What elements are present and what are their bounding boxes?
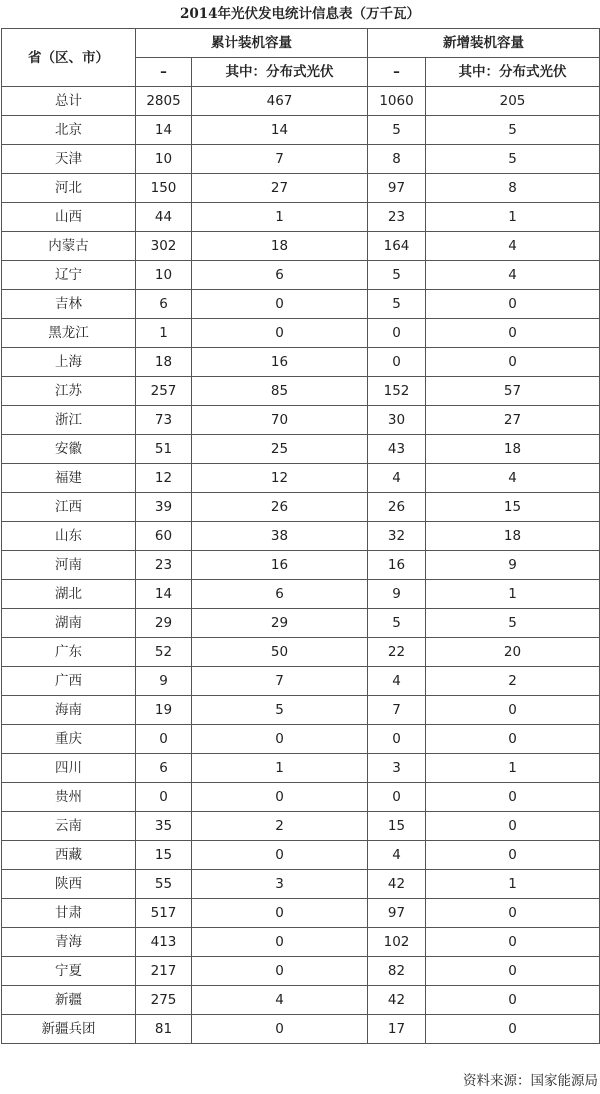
cumulative-distributed-cell: 85 <box>192 377 368 406</box>
cumulative-distributed-cell: 0 <box>192 957 368 986</box>
region-cell: 河南 <box>2 551 136 580</box>
table-row <box>2 609 600 638</box>
region-cell: 上海 <box>2 348 136 377</box>
new-distributed-cell: 1 <box>426 580 600 609</box>
cumulative-total-cell: 14 <box>136 116 192 145</box>
new-total-cell: 5 <box>368 116 426 145</box>
new-total-cell: 102 <box>368 928 426 957</box>
new-distributed-cell: 4 <box>426 261 600 290</box>
table-row <box>2 957 600 986</box>
new-distributed-cell: 0 <box>426 696 600 725</box>
new-total-cell: 4 <box>368 841 426 870</box>
region-cell: 宁夏 <box>2 957 136 986</box>
cumulative-total-cell: 23 <box>136 551 192 580</box>
region-cell: 江苏 <box>2 377 136 406</box>
table-row <box>2 899 600 928</box>
new-total-cell: 0 <box>368 783 426 812</box>
region-cell: 广西 <box>2 667 136 696</box>
cumulative-total-cell: 0 <box>136 783 192 812</box>
cumulative-total-cell: 55 <box>136 870 192 899</box>
region-cell: 安徽 <box>2 435 136 464</box>
region-cell: 河北 <box>2 174 136 203</box>
region-cell: 陕西 <box>2 870 136 899</box>
cumulative-total-cell: 29 <box>136 609 192 638</box>
table-row <box>2 493 600 522</box>
new-distributed-cell: 15 <box>426 493 600 522</box>
new-distributed-subheader: 其中：分布式光伏 <box>426 58 600 87</box>
new-distributed-cell: 0 <box>426 290 600 319</box>
cumulative-distributed-cell: 6 <box>192 261 368 290</box>
table-row <box>2 319 600 348</box>
region-cell: 西藏 <box>2 841 136 870</box>
cumulative-total-cell: 2805 <box>136 87 192 116</box>
cumulative-total-cell: 51 <box>136 435 192 464</box>
region-cell: 四川 <box>2 754 136 783</box>
region-cell: 黑龙江 <box>2 319 136 348</box>
table-row <box>2 754 600 783</box>
cumulative-distributed-cell: 50 <box>192 638 368 667</box>
region-cell: 北京 <box>2 116 136 145</box>
cumulative-total-cell: 302 <box>136 232 192 261</box>
region-cell: 甘肃 <box>2 899 136 928</box>
table-row <box>2 145 600 174</box>
cumulative-distributed-cell: 0 <box>192 290 368 319</box>
cumulative-total-cell: 257 <box>136 377 192 406</box>
new-distributed-cell: 0 <box>426 1015 600 1044</box>
cumulative-distributed-cell: 0 <box>192 1015 368 1044</box>
new-distributed-cell: 18 <box>426 522 600 551</box>
table-row <box>2 812 600 841</box>
new-total-cell: 5 <box>368 290 426 319</box>
new-distributed-cell: 20 <box>426 638 600 667</box>
new-total-cell: 0 <box>368 319 426 348</box>
table-row <box>2 638 600 667</box>
new-total-cell: 82 <box>368 957 426 986</box>
region-cell: 内蒙古 <box>2 232 136 261</box>
cumulative-total-cell: 35 <box>136 812 192 841</box>
new-total-cell: 164 <box>368 232 426 261</box>
new-distributed-cell: 8 <box>426 174 600 203</box>
cumulative-distributed-cell: 0 <box>192 899 368 928</box>
cumulative-distributed-cell: 7 <box>192 667 368 696</box>
new-total-cell: 26 <box>368 493 426 522</box>
cumulative-distributed-cell: 0 <box>192 725 368 754</box>
cumulative-distributed-cell: 0 <box>192 319 368 348</box>
table-row <box>2 841 600 870</box>
new-distributed-cell: 205 <box>426 87 600 116</box>
table-row <box>2 232 600 261</box>
table-row <box>2 870 600 899</box>
new-distributed-cell: 0 <box>426 812 600 841</box>
region-cell: 福建 <box>2 464 136 493</box>
cumulative-total-cell: 14 <box>136 580 192 609</box>
new-distributed-cell: 1 <box>426 870 600 899</box>
cumulative-distributed-cell: 1 <box>192 754 368 783</box>
new-distributed-cell: 9 <box>426 551 600 580</box>
new-distributed-cell: 18 <box>426 435 600 464</box>
table-row <box>2 1015 600 1044</box>
new-total-subheader: – <box>368 58 426 87</box>
cumulative-distributed-cell: 0 <box>192 783 368 812</box>
cumulative-total-cell: 10 <box>136 261 192 290</box>
cumulative-total-cell: 6 <box>136 754 192 783</box>
new-total-cell: 152 <box>368 377 426 406</box>
cumulative-total-cell: 81 <box>136 1015 192 1044</box>
region-cell: 天津 <box>2 145 136 174</box>
new-total-cell: 32 <box>368 522 426 551</box>
cumulative-total-cell: 60 <box>136 522 192 551</box>
table-row <box>2 290 600 319</box>
new-distributed-cell: 27 <box>426 406 600 435</box>
table-row <box>2 522 600 551</box>
region-cell: 山西 <box>2 203 136 232</box>
new-total-cell: 9 <box>368 580 426 609</box>
cumulative-distributed-cell: 6 <box>192 580 368 609</box>
new-distributed-cell: 0 <box>426 928 600 957</box>
new-total-cell: 5 <box>368 261 426 290</box>
table-row <box>2 116 600 145</box>
cumulative-total-cell: 52 <box>136 638 192 667</box>
region-cell: 海南 <box>2 696 136 725</box>
cumulative-total-cell: 9 <box>136 667 192 696</box>
new-total-cell: 43 <box>368 435 426 464</box>
cumulative-distributed-cell: 14 <box>192 116 368 145</box>
cumulative-distributed-cell: 16 <box>192 551 368 580</box>
new-distributed-cell: 0 <box>426 725 600 754</box>
new-total-cell: 3 <box>368 754 426 783</box>
cumulative-distributed-cell: 4 <box>192 986 368 1015</box>
cumulative-total-cell: 44 <box>136 203 192 232</box>
cumulative-total-cell: 73 <box>136 406 192 435</box>
new-distributed-cell: 5 <box>426 116 600 145</box>
new-total-cell: 5 <box>368 609 426 638</box>
cumulative-distributed-cell: 26 <box>192 493 368 522</box>
new-distributed-cell: 4 <box>426 464 600 493</box>
table-row <box>2 406 600 435</box>
region-cell: 总计 <box>2 87 136 116</box>
table-title: 2014年光伏发电统计信息表（万千瓦） <box>179 6 421 22</box>
new-distributed-cell: 0 <box>426 783 600 812</box>
cumulative-distributed-cell: 16 <box>192 348 368 377</box>
cumulative-total-subheader: – <box>136 58 192 87</box>
new-distributed-cell: 2 <box>426 667 600 696</box>
new-distributed-cell: 0 <box>426 319 600 348</box>
table-row <box>2 203 600 232</box>
new-total-cell: 1060 <box>368 87 426 116</box>
region-cell: 新疆兵团 <box>2 1015 136 1044</box>
table-row <box>2 435 600 464</box>
table-row <box>2 580 600 609</box>
cumulative-distributed-cell: 25 <box>192 435 368 464</box>
table-row <box>2 377 600 406</box>
cumulative-distributed-cell: 0 <box>192 928 368 957</box>
region-cell: 辽宁 <box>2 261 136 290</box>
new-distributed-cell: 0 <box>426 986 600 1015</box>
new-total-cell: 42 <box>368 870 426 899</box>
table-row <box>2 696 600 725</box>
cumulative-total-cell: 1 <box>136 319 192 348</box>
new-total-cell: 16 <box>368 551 426 580</box>
new-capacity-header: 新增装机容量 <box>368 29 600 58</box>
region-cell: 山东 <box>2 522 136 551</box>
cumulative-total-cell: 517 <box>136 899 192 928</box>
table-row <box>2 464 600 493</box>
cumulative-total-cell: 6 <box>136 290 192 319</box>
new-total-cell: 0 <box>368 348 426 377</box>
cumulative-total-cell: 0 <box>136 725 192 754</box>
cumulative-distributed-cell: 0 <box>192 841 368 870</box>
table-row <box>2 551 600 580</box>
region-cell: 贵州 <box>2 783 136 812</box>
new-distributed-cell: 0 <box>426 841 600 870</box>
region-cell: 湖北 <box>2 580 136 609</box>
new-total-cell: 0 <box>368 725 426 754</box>
table-row <box>2 261 600 290</box>
cumulative-distributed-cell: 12 <box>192 464 368 493</box>
new-total-cell: 30 <box>368 406 426 435</box>
region-cell: 重庆 <box>2 725 136 754</box>
table-body <box>2 87 600 1044</box>
cumulative-distributed-cell: 38 <box>192 522 368 551</box>
new-distributed-cell: 0 <box>426 957 600 986</box>
region-cell: 广东 <box>2 638 136 667</box>
cumulative-distributed-cell: 1 <box>192 203 368 232</box>
statistics-table <box>1 28 600 1044</box>
region-cell: 吉林 <box>2 290 136 319</box>
region-cell: 湖南 <box>2 609 136 638</box>
cumulative-distributed-cell: 27 <box>192 174 368 203</box>
region-cell: 云南 <box>2 812 136 841</box>
new-total-cell: 42 <box>368 986 426 1015</box>
new-distributed-cell: 1 <box>426 203 600 232</box>
cumulative-total-cell: 413 <box>136 928 192 957</box>
table-row <box>2 87 600 116</box>
new-distributed-cell: 57 <box>426 377 600 406</box>
cumulative-capacity-header: 累计装机容量 <box>136 29 368 58</box>
cumulative-distributed-cell: 70 <box>192 406 368 435</box>
cumulative-distributed-cell: 7 <box>192 145 368 174</box>
region-cell: 江西 <box>2 493 136 522</box>
cumulative-total-cell: 15 <box>136 841 192 870</box>
cumulative-total-cell: 150 <box>136 174 192 203</box>
new-total-cell: 97 <box>368 899 426 928</box>
cumulative-total-cell: 19 <box>136 696 192 725</box>
table-row <box>2 174 600 203</box>
new-distributed-cell: 5 <box>426 609 600 638</box>
cumulative-total-cell: 275 <box>136 986 192 1015</box>
new-total-cell: 4 <box>368 464 426 493</box>
new-distributed-cell: 0 <box>426 348 600 377</box>
cumulative-distributed-cell: 5 <box>192 696 368 725</box>
region-cell: 浙江 <box>2 406 136 435</box>
cumulative-distributed-cell: 29 <box>192 609 368 638</box>
table-row <box>2 725 600 754</box>
table-row <box>2 348 600 377</box>
region-cell: 新疆 <box>2 986 136 1015</box>
data-source-note: 资料来源：国家能源局 <box>463 1073 598 1089</box>
cumulative-total-cell: 39 <box>136 493 192 522</box>
region-column-header: 省（区、市） <box>2 29 136 87</box>
table-row <box>2 928 600 957</box>
new-distributed-cell: 1 <box>426 754 600 783</box>
new-total-cell: 7 <box>368 696 426 725</box>
cumulative-total-cell: 10 <box>136 145 192 174</box>
cumulative-distributed-cell: 3 <box>192 870 368 899</box>
new-total-cell: 17 <box>368 1015 426 1044</box>
cumulative-total-cell: 12 <box>136 464 192 493</box>
new-total-cell: 22 <box>368 638 426 667</box>
cumulative-total-cell: 217 <box>136 957 192 986</box>
new-total-cell: 23 <box>368 203 426 232</box>
new-distributed-cell: 5 <box>426 145 600 174</box>
new-total-cell: 8 <box>368 145 426 174</box>
new-total-cell: 15 <box>368 812 426 841</box>
cumulative-distributed-cell: 2 <box>192 812 368 841</box>
new-total-cell: 4 <box>368 667 426 696</box>
cumulative-distributed-subheader: 其中：分布式光伏 <box>192 58 368 87</box>
new-distributed-cell: 4 <box>426 232 600 261</box>
region-cell: 青海 <box>2 928 136 957</box>
new-total-cell: 97 <box>368 174 426 203</box>
cumulative-total-cell: 18 <box>136 348 192 377</box>
table-row <box>2 667 600 696</box>
table-row <box>2 986 600 1015</box>
cumulative-distributed-cell: 18 <box>192 232 368 261</box>
cumulative-distributed-cell: 467 <box>192 87 368 116</box>
table-row <box>2 783 600 812</box>
new-distributed-cell: 0 <box>426 899 600 928</box>
